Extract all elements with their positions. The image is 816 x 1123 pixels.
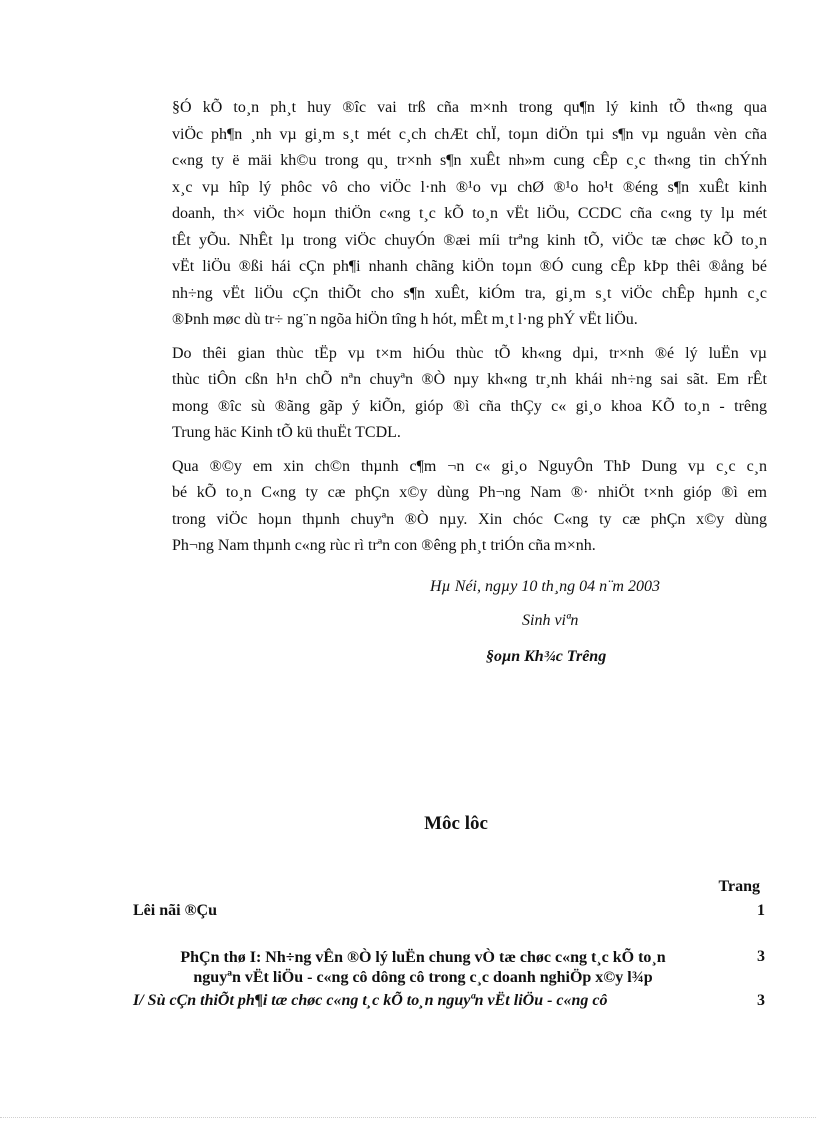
text-line: x¸c vµ hîp lý phôc vô cho viÖc l·nh ®¹o vµ chØ ®¹o ho¹t ®éng s¶n xuÊt kinh xyxy=(172,178,767,196)
text-line: ®Þnh møc dù tr÷ ng¨n ngõa hiÖn tîng h hót, mÊt m¸t l·ng phÝ vËt liÖu. xyxy=(172,311,638,328)
toc-entry-title xyxy=(133,948,713,988)
toc-entry-title-line: PhÇn thø I: Nh÷ng vÊn ®Ò lý luËn chung vÒ tæ chøc c«ng t¸c kÕ to¸n xyxy=(180,949,666,966)
toc-entry[interactable] xyxy=(133,902,773,920)
paragraph-2 xyxy=(135,341,767,447)
text-line: thùc tiÔn cßn h¹n chÕ nªn chuyªn ®Ò nµy kh«ng tr¸nh khái nh÷ng sai sãt. Em rÊt xyxy=(172,371,767,388)
body-text xyxy=(135,95,767,567)
toc-title: Môc lôc xyxy=(424,813,488,834)
toc-entry-title-line: nguyªn vËt liÖu - c«ng cô dông cô trong c¸c doanh nghiÖp x©y l¾p xyxy=(193,969,653,986)
page-bottom-rule xyxy=(0,1117,816,1118)
toc-entry-page: 1 xyxy=(757,902,765,919)
text-line: vËt liÖu ®ßi hái cÇn ph¶i nhanh chãng kiÖn toµn ®Ó cung cÊp kÞp thêi ®ång bé xyxy=(172,258,767,275)
text-line: Qua ®©y em xin ch©n thµnh c¶m ¬n c« gi¸o NguyÔn ThÞ Dung vµ c¸c c¸n xyxy=(172,457,767,475)
paragraph-1 xyxy=(135,95,767,334)
signature-role: Sinh viªn xyxy=(522,612,579,629)
paragraph-3 xyxy=(135,454,767,560)
toc-entry-page: 3 xyxy=(757,992,765,1009)
text-line: §Ó kÕ to¸n ph¸t huy ®îc vai trß cña m×nh trong qu¶n lý kinh tÕ th«ng qua xyxy=(172,99,767,116)
text-line: c«ng ty ë mäi kh©u trong qu¸ tr×nh s¶n xuÊt nh»m cung cÊp c¸c th«ng tin chÝnh xyxy=(172,152,767,169)
text-line: trong viÖc hoµn thµnh chuyªn ®Ò nµy. Xin chóc C«ng ty cæ phÇn x©y dùng xyxy=(172,510,767,528)
text-line: tÊt yÕu. NhÊt lµ trong viÖc chuyÓn ®æi míi trªng kinh tÕ, viÖc tæ chøc kÕ to¸n xyxy=(172,231,767,249)
toc-page-header: Trang xyxy=(718,878,760,895)
text-line: doanh, th× viÖc hoµn thiÖn c«ng t¸c kÕ to¸n vËt liÖu, CCDC cña c«ng ty lµ mét xyxy=(172,205,767,222)
text-line: Ph¬ng Nam thµnh c«ng rùc rì trªn con ®êng ph¸t triÓn cña m×nh. xyxy=(172,537,596,554)
toc-entry[interactable] xyxy=(133,948,773,988)
table-of-contents xyxy=(133,878,773,1010)
signature-name: §oµn Kh¾c Trêng xyxy=(486,648,607,665)
text-line: nh÷ng vËt liÖu cÇn thiÕt cho s¶n xuÊt, kiÓm tra, gi¸m s¸t viÖc chÊp hµnh c¸c xyxy=(172,284,767,302)
text-line: Do thêi gian thùc tËp vµ t×m hiÓu thùc tÕ kh«ng dµi, tr×nh ®é lý luËn vµ xyxy=(172,344,767,362)
signature-place-date: Hµ Néi, ngµy 10 th¸ng 04 n¨m 2003 xyxy=(430,578,660,595)
toc-entry-title: Lêi nãi ®Çu xyxy=(133,902,217,919)
toc-entry-title: I/ Sù cÇn thiÕt ph¶i tæ chøc c«ng t¸c kÕ to¸n nguyªn vËt liÖu - c«ng cô xyxy=(133,992,608,1009)
text-line: mong ®îc sù ®ãng gãp ý kiÕn, gióp ®ì cña thÇy c« gi¸o khoa KÕ to¸n - trêng xyxy=(172,397,767,415)
text-line: viÖc ph¶n ¸nh vµ gi¸m s¸t mét c¸ch chÆt chÏ, toµn diÖn tµi s¶n vµ nguån vèn cña xyxy=(172,125,767,143)
toc-entry[interactable] xyxy=(133,992,773,1010)
text-line: bé kÕ to¸n C«ng ty cæ phÇn x©y dùng Ph¬ng Nam ®· nhiÖt t×nh gióp ®ì em xyxy=(172,484,767,501)
text-line: Trung häc Kinh tÕ kü thuËt TCDL. xyxy=(172,424,401,441)
toc-entry-page: 3 xyxy=(757,948,765,965)
